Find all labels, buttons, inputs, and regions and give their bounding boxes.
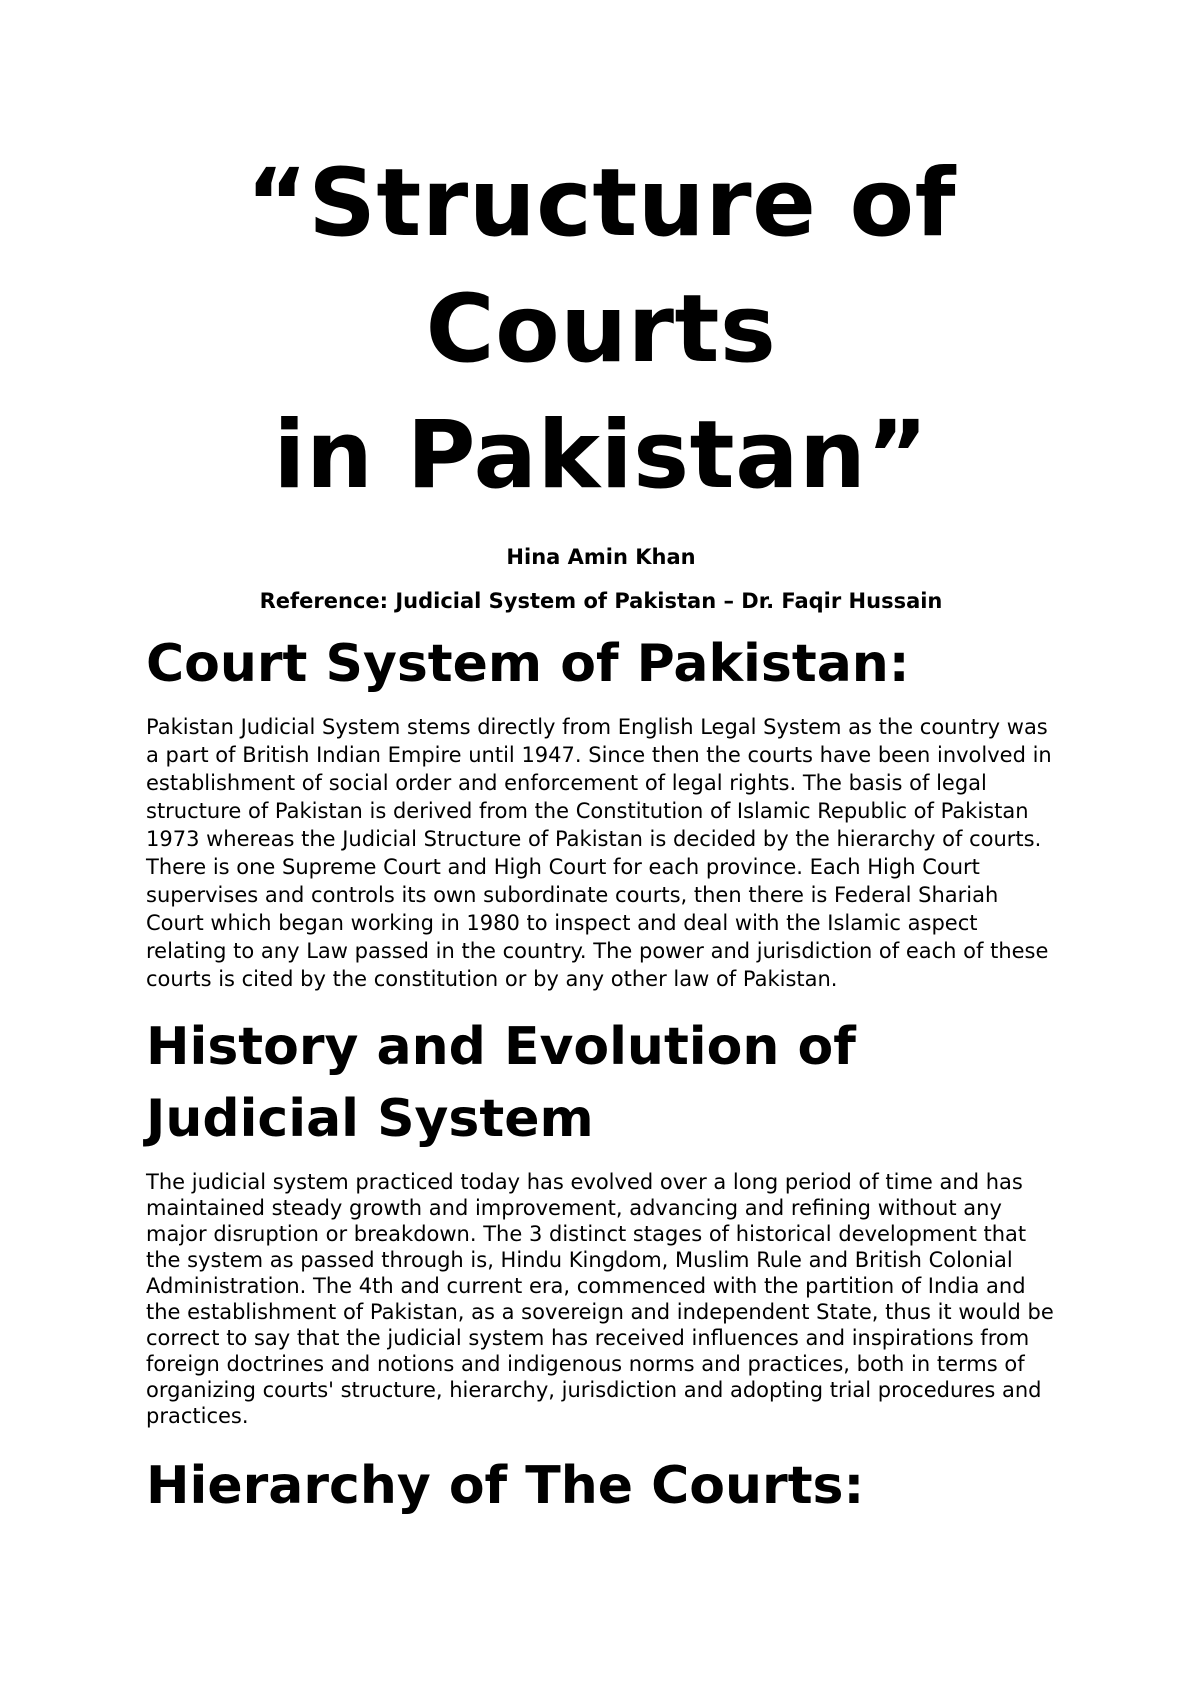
title-line-1: “Structure of [245,149,957,258]
author-name: Hina Amin Khan [506,545,696,569]
document-title [146,0,1056,519]
title-line-2: Courts [425,275,777,384]
section-heading-court-system: Court System of Pakistan: [146,634,910,694]
section-body-history: The judicial system practiced today has evolved over a long period of time and has maintained steady growth and improvement, advancing and refining without any major disruption or breakdown. The 3 distinct stages of historical development that the system as passed through is, Hindu Kingdom, Muslim Rule and British Colonial Administration. The 4th and current era, commenced with the partition of India and the establishment of Pakistan, as a sovereign and independent State, thus it would be correct to say that the judicial system has received influences and inspirations from foreign doctrines and notions and indigenous norms and practices, both in terms of organizing courts' structure, hierarchy, jurisdiction and adopting trial procedures and practices. [146,1170,1054,1428]
reference-line: Reference: Judicial System of Pakistan – Dr. Faqir Hussain [259,589,943,613]
title-line-3: in Pakistan” [273,401,929,510]
section-heading-history: History and Evolution of Judicial System [146,1017,856,1149]
document-page [146,0,1056,1521]
section-heading-hierarchy: Hierarchy of The Courts: [146,1456,865,1516]
section-body-court-system: Pakistan Judicial System stems directly from English Legal System as the country was a part of British Indian Empire until 1947. Since then the courts have been involved in establishment of social order and enforcement of legal rights. The basis of legal structure of Pakistan is derived from the Constitution of Islamic Republic of Pakistan 1973 whereas the Judicial Structure of Pakistan is decided by the hierarchy of courts. There is one Supreme Court and High Court for each province. Each High Court supervises and controls its own subordinate courts, then there is Federal Shariah Court which began working in 1980 to inspect and deal with the Islamic aspect relating to any Law passed in the country. The power and jurisdiction of each of these courts is cited by the constitution or by any other law of Pakistan. [146,715,1052,991]
